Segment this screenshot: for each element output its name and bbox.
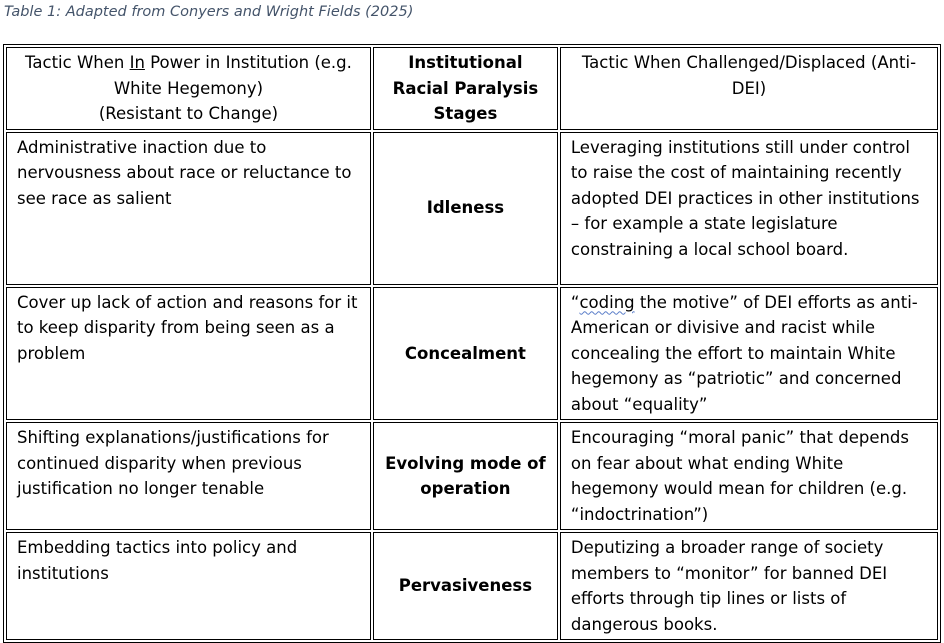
table-caption: Table 1: Adapted from Conyers and Wright Fields (2025): [4, 4, 414, 20]
cell-in-power: Cover up lack of action and reasons for it to keep disparity from being seen as a problem: [6, 287, 371, 421]
open-quote: “: [570, 292, 580, 312]
header-challenged: Tactic When Challenged/Displaced (Anti-DEI): [560, 47, 938, 130]
cell-challenged: Leveraging institutions still under control to raise the cost of maintaining recently adopted DEI practices in other institutions – for example a state legislature constraining a local school board.: [560, 132, 938, 285]
header-in-power: [6, 47, 371, 130]
cell-challenged-text: the motive” of DEI efforts as anti-American or divisive and racist while concealing the effort to maintain White hegemony as “patriotic” and concerned about “equality”: [570, 292, 918, 414]
cell-in-power: Administrative inaction due to nervousness about race or reluctance to see race as salient: [6, 132, 371, 285]
header-stages: Institutional Racial Paralysis Stages: [373, 47, 558, 130]
cell-in-power: Shifting explanations/justifications for continued disparity when previous justification no longer tenable: [6, 422, 371, 530]
cell-stage: Concealment: [373, 287, 558, 421]
cell-in-power: Embedding tactics into policy and institutions: [6, 532, 371, 640]
table-row: [6, 422, 938, 530]
cell-stage: Pervasiveness: [373, 532, 558, 640]
cell-challenged: Encouraging “moral panic” that depends on fear about what ending White hegemony would mean for children (e.g. “indoctrination”): [560, 422, 938, 530]
table-header-row: [6, 47, 938, 130]
table-row: [6, 132, 938, 285]
header-in-power-text-a: Tactic When: [25, 53, 130, 72]
table-row: [6, 287, 938, 421]
header-in-power-text-b: Power in Institution (e.g. White Hegemony): [113, 53, 352, 98]
table-row: [6, 532, 938, 640]
cell-challenged: [560, 287, 938, 421]
cell-challenged: Deputizing a broader range of society members to “monitor” for banned DEI efforts through tip lines or lists of dangerous books.: [560, 532, 938, 640]
tactics-table: [3, 44, 941, 643]
header-in-power-subtitle: (Resistant to Change): [98, 104, 279, 123]
header-in-power-underlined: In: [129, 53, 145, 72]
spellcheck-flagged-word: coding: [579, 292, 635, 312]
cell-stage: Idleness: [373, 132, 558, 285]
cell-stage: Evolving mode of operation: [373, 422, 558, 530]
